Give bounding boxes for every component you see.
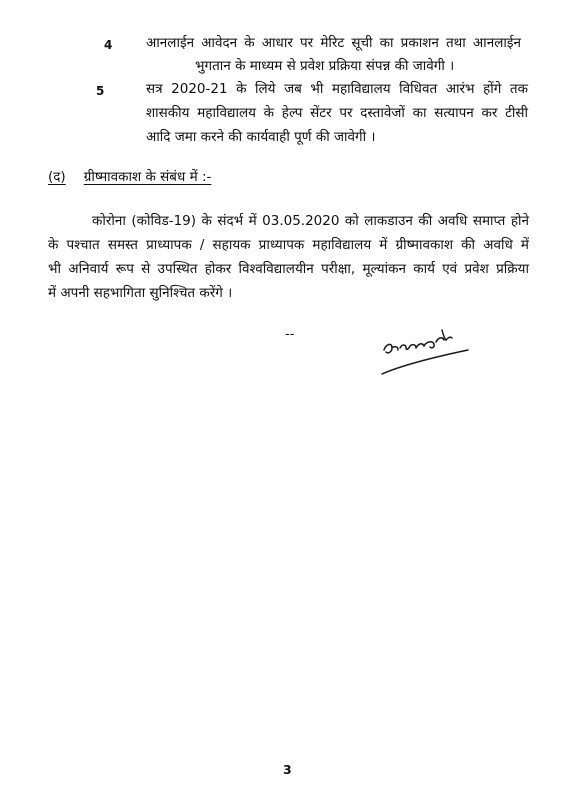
- paragraph-line: के पश्चात समस्त प्राध्यापक / सहायक प्राध्यापक महाविद्यालय में ग्रीष्मावकाश की अवधि में: [48, 237, 529, 253]
- section-title: ग्रीष्मावकाश के संबंध में :-: [83, 169, 212, 185]
- item-number: 4: [104, 38, 113, 52]
- item-text-line: सत्र 2020-21 के लिये जब भी महाविद्यालय विधिवत आरंभ होंगे तक: [146, 81, 528, 97]
- item-text-line: भुगतान के माध्यम से प्रवेश प्रक्रिया संपन्न की जावेगी ।: [195, 58, 455, 74]
- item-text-line: आदि जमा करने की कार्यवाही पूर्ण की जावेगी ।: [146, 129, 376, 145]
- paragraph-line: भी अनिवार्य रूप से उपस्थित होकर विश्वविद्यालयीन परीक्षा, मूल्यांकन कार्य एवं प्रवेश प्रक्रिया: [48, 261, 529, 277]
- paragraph-line: में अपनी सहभागिता सुनिश्चित करेंगे ।: [48, 285, 233, 301]
- page-number: 3: [283, 762, 292, 777]
- item-number: 5: [96, 84, 105, 98]
- signature-image: [380, 322, 472, 380]
- section-label: (द): [48, 169, 66, 185]
- item-text-line: शासकीय महाविद्यालय के हेल्प सेंटर पर दस्तावेजों का सत्यापन कर टीसी: [146, 105, 528, 121]
- paragraph-line: कोरोना (कोविड-19) के संदर्भ में 03.05.2020 को लाकडाउन की अवधि समाप्त होने: [92, 213, 529, 229]
- separator-mark: --: [285, 327, 295, 342]
- section-heading: [48, 167, 211, 187]
- item-text-line: आनलाईन आवेदन के आधार पर मेरिट सूची का प्रकाशन तथा आनलाईन: [146, 35, 521, 51]
